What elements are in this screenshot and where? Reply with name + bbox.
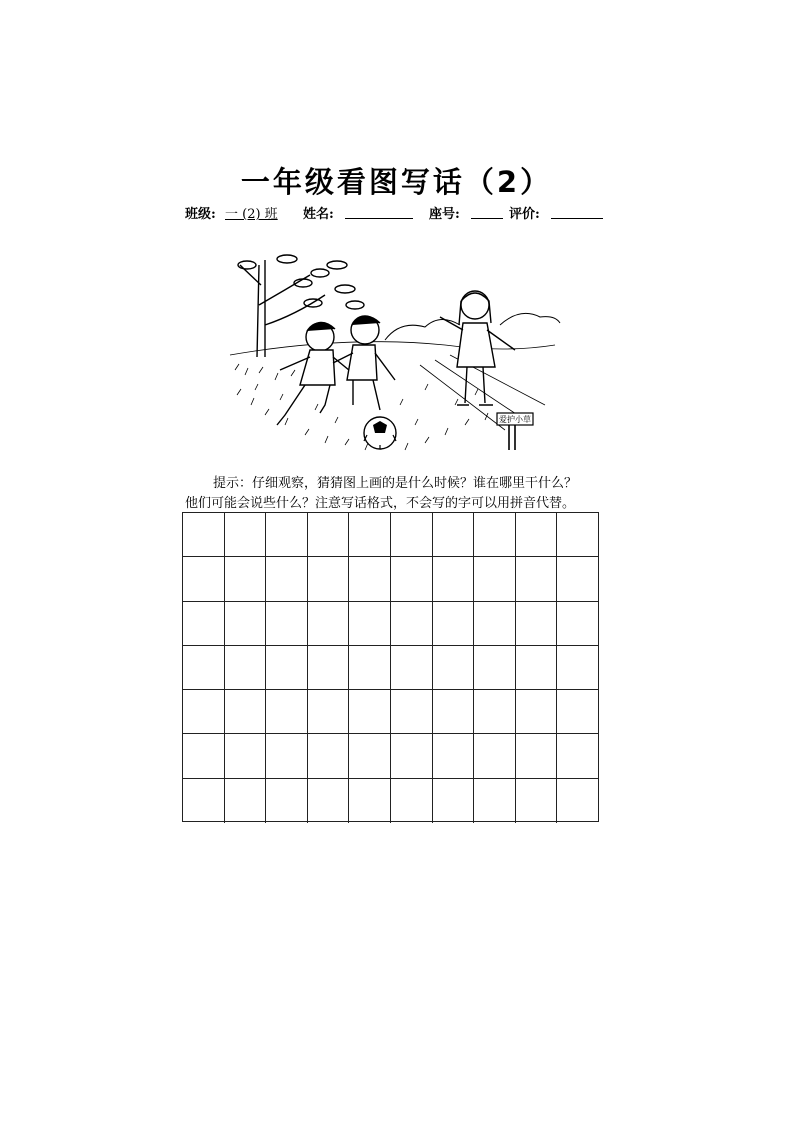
grid-cell[interactable]: [433, 513, 475, 557]
grid-cell[interactable]: [349, 602, 391, 646]
grid-cell[interactable]: [433, 602, 475, 646]
grid-cell[interactable]: [349, 646, 391, 690]
grid-cell[interactable]: [349, 513, 391, 557]
grid-cell[interactable]: [308, 734, 350, 778]
grid-cell[interactable]: [308, 779, 350, 823]
grid-cell[interactable]: [183, 646, 225, 690]
grid-cell[interactable]: [308, 690, 350, 734]
grid-cell[interactable]: [474, 646, 516, 690]
grid-cell[interactable]: [557, 557, 598, 601]
grid-cell[interactable]: [433, 557, 475, 601]
picture-illustration: [225, 245, 565, 460]
grid-cell[interactable]: [516, 513, 558, 557]
grid-cell[interactable]: [474, 557, 516, 601]
grid-cell[interactable]: [433, 779, 475, 823]
grid-cell[interactable]: [349, 690, 391, 734]
grid-cell[interactable]: [433, 690, 475, 734]
grid-cell[interactable]: [266, 734, 308, 778]
grid-cell[interactable]: [308, 646, 350, 690]
grid-cell[interactable]: [308, 602, 350, 646]
boy-kicking-2: [333, 316, 395, 410]
grid-cell[interactable]: [349, 734, 391, 778]
grid-cell[interactable]: [391, 779, 433, 823]
grid-cell[interactable]: [183, 513, 225, 557]
grid-cell[interactable]: [266, 779, 308, 823]
grid-cell[interactable]: [391, 557, 433, 601]
grid-cell[interactable]: [557, 513, 598, 557]
keep-off-grass-sign: [497, 413, 533, 450]
grid-cell[interactable]: [349, 557, 391, 601]
grid-cell[interactable]: [266, 690, 308, 734]
class-label: 班级:: [185, 207, 216, 222]
grid-cell[interactable]: [516, 779, 558, 823]
name-blank[interactable]: [345, 218, 413, 219]
grid-cell[interactable]: [474, 690, 516, 734]
grid-cell[interactable]: [183, 557, 225, 601]
grid-cell[interactable]: [391, 513, 433, 557]
grid-cell[interactable]: [516, 602, 558, 646]
grid-cell[interactable]: [474, 602, 516, 646]
grid-row: [183, 602, 598, 646]
grid-cell[interactable]: [516, 646, 558, 690]
grid-cell[interactable]: [183, 602, 225, 646]
grid-cell[interactable]: [474, 513, 516, 557]
name-label: 姓名:: [303, 207, 334, 222]
soccer-ball: [364, 417, 396, 449]
grid-cell[interactable]: [391, 734, 433, 778]
grid-cell[interactable]: [516, 734, 558, 778]
grid-cell[interactable]: [266, 602, 308, 646]
grid-cell[interactable]: [516, 557, 558, 601]
grid-row: [183, 646, 598, 690]
grid-row: [183, 734, 598, 778]
grid-cell[interactable]: [474, 779, 516, 823]
grid-cell[interactable]: [225, 557, 267, 601]
grid-cell[interactable]: [391, 602, 433, 646]
grid-row: [183, 557, 598, 601]
boy-kicking-1: [277, 322, 355, 425]
grid-cell[interactable]: [183, 690, 225, 734]
grid-cell[interactable]: [391, 646, 433, 690]
score-blank[interactable]: [551, 218, 603, 219]
grid-cell[interactable]: [391, 690, 433, 734]
grid-cell[interactable]: [557, 690, 598, 734]
grid-cell[interactable]: [474, 734, 516, 778]
grid-cell[interactable]: [225, 690, 267, 734]
grid-cell[interactable]: [183, 779, 225, 823]
seat-label: 座号:: [429, 207, 460, 222]
grid-cell[interactable]: [225, 602, 267, 646]
grid-cell[interactable]: [225, 513, 267, 557]
grid-row: [183, 690, 598, 734]
grid-cell[interactable]: [266, 513, 308, 557]
grid-cell[interactable]: [266, 646, 308, 690]
page-title: 一年级看图写话（2）: [240, 165, 553, 199]
tree: [238, 255, 364, 357]
class-value: 一 (2) 班: [225, 207, 278, 222]
hint-line-2: 他们可能会说些什么？注意写话格式，不会写的字可以用拼音代替。: [185, 496, 576, 511]
sign-text: 爱护小草: [499, 415, 531, 424]
score-label: 评价:: [509, 207, 540, 222]
seat-blank[interactable]: [471, 218, 503, 219]
grid-cell[interactable]: [349, 779, 391, 823]
writing-grid[interactable]: [182, 512, 599, 822]
grid-cell[interactable]: [266, 557, 308, 601]
grid-cell[interactable]: [308, 557, 350, 601]
grid-cell[interactable]: [433, 646, 475, 690]
grid-cell[interactable]: [516, 690, 558, 734]
grid-cell[interactable]: [433, 734, 475, 778]
grid-row: [183, 513, 598, 557]
grid-cell[interactable]: [225, 779, 267, 823]
grid-cell[interactable]: [308, 513, 350, 557]
student-info-line: [185, 201, 615, 223]
grid-row: [183, 779, 598, 823]
grid-cell[interactable]: [225, 646, 267, 690]
grid-cell[interactable]: [557, 779, 598, 823]
grid-cell[interactable]: [557, 646, 598, 690]
hint-line-1: 提示：仔细观察，猜猜图上画的是什么时候？谁在哪里干什么？: [213, 476, 578, 491]
grid-cell[interactable]: [557, 602, 598, 646]
grid-cell[interactable]: [225, 734, 267, 778]
grid-cell[interactable]: [557, 734, 598, 778]
grid-cell[interactable]: [183, 734, 225, 778]
